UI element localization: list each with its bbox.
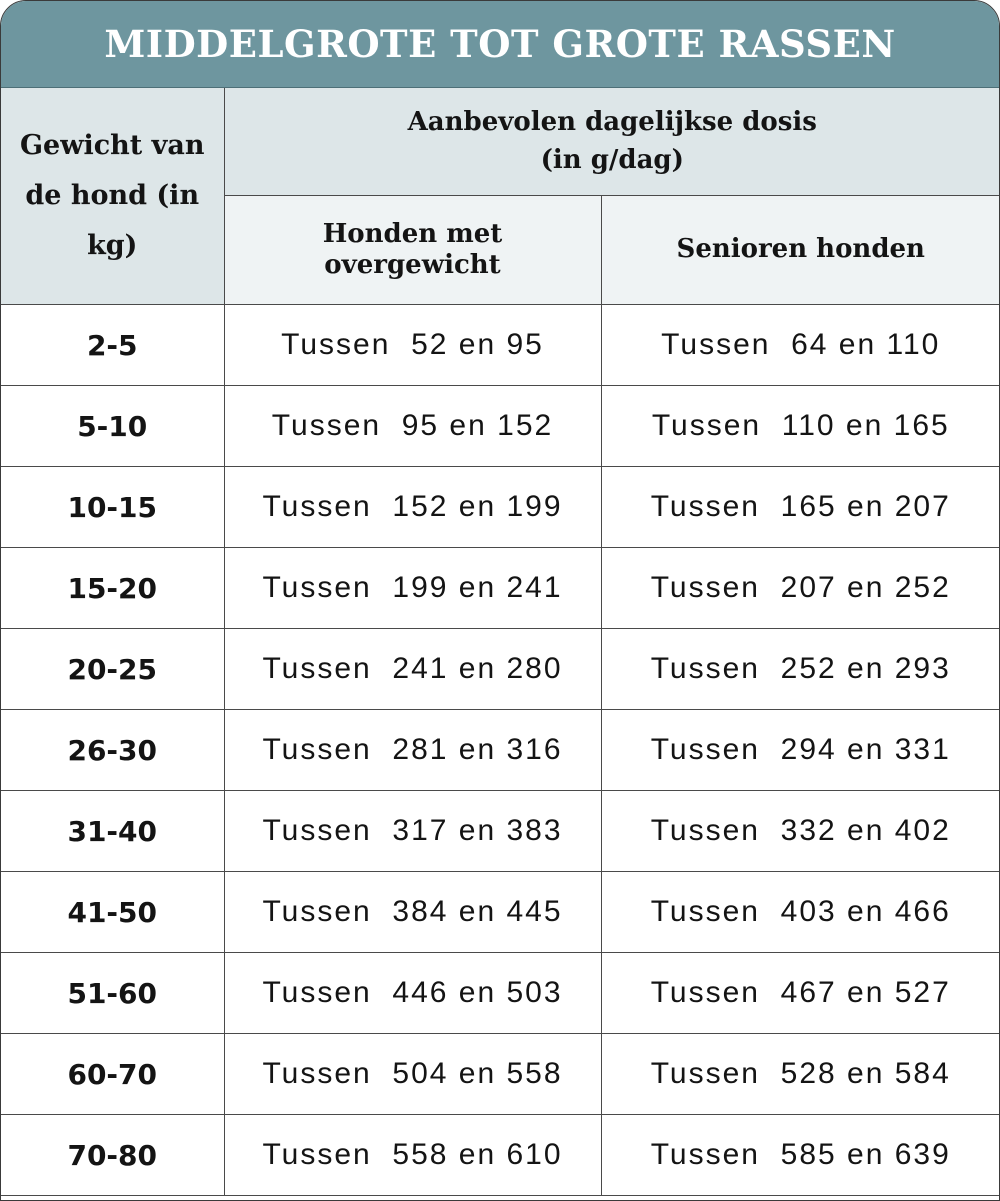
overweight-dose-cell: Tussen 95 en 152: [224, 386, 601, 467]
weight-column-header: [1, 88, 224, 305]
table-row: [1, 467, 1000, 548]
overweight-column-header-label: Honden met overgewicht: [322, 218, 503, 280]
overweight-dose-cell: Tussen 446 en 503: [224, 953, 601, 1034]
table-body: [1, 305, 1000, 1196]
overweight-dose-cell: Tussen 281 en 316: [224, 710, 601, 791]
title-bar: [1, 1, 999, 89]
table-row: [1, 386, 1000, 467]
senior-dose-cell: Tussen 207 en 252: [601, 548, 1000, 629]
senior-dose-cell: Tussen 585 en 639: [601, 1115, 1000, 1196]
senior-dose-cell: Tussen 294 en 331: [601, 710, 1000, 791]
weight-cell: 51-60: [1, 953, 224, 1034]
overweight-column-header: [224, 196, 601, 305]
weight-cell: 20-25: [1, 629, 224, 710]
table-row: [1, 1034, 1000, 1115]
overweight-dose-cell: Tussen 384 en 445: [224, 872, 601, 953]
overweight-dose-cell: Tussen 558 en 610: [224, 1115, 601, 1196]
dose-group-header-line1: Aanbevolen dagelijkse dosis: [407, 106, 817, 137]
dosage-table: [1, 88, 1000, 1196]
senior-dose-cell: Tussen 332 en 402: [601, 791, 1000, 872]
weight-cell: 5-10: [1, 386, 224, 467]
table-row: [1, 1115, 1000, 1196]
table-row: [1, 629, 1000, 710]
senior-dose-cell: Tussen 528 en 584: [601, 1034, 1000, 1115]
page-title: MIDDELGROTE TOT GROTE RASSEN: [104, 22, 896, 66]
overweight-dose-cell: Tussen 52 en 95: [224, 305, 601, 386]
weight-cell: 15-20: [1, 548, 224, 629]
weight-cell: 31-40: [1, 791, 224, 872]
table-header: [1, 88, 1000, 305]
weight-cell: 2-5: [1, 305, 224, 386]
table-row: [1, 791, 1000, 872]
senior-dose-cell: Tussen 403 en 466: [601, 872, 1000, 953]
table-row: [1, 710, 1000, 791]
overweight-dose-cell: Tussen 152 en 199: [224, 467, 601, 548]
overweight-dose-cell: Tussen 504 en 558: [224, 1034, 601, 1115]
table-row: [1, 548, 1000, 629]
senior-dose-cell: Tussen 64 en 110: [601, 305, 1000, 386]
overweight-dose-cell: Tussen 317 en 383: [224, 791, 601, 872]
weight-cell: 26-30: [1, 710, 224, 791]
senior-dose-cell: Tussen 165 en 207: [601, 467, 1000, 548]
senior-column-header-label: Senioren honden: [676, 234, 925, 265]
weight-cell: 70-80: [1, 1115, 224, 1196]
weight-column-header-label: Gewicht van de hond (in kg): [20, 130, 205, 261]
dose-group-header-line2: (in g/dag): [540, 144, 684, 175]
dose-group-header: [224, 88, 1000, 196]
overweight-dose-cell: Tussen 241 en 280: [224, 629, 601, 710]
table-row: [1, 872, 1000, 953]
senior-dose-cell: Tussen 252 en 293: [601, 629, 1000, 710]
weight-cell: 60-70: [1, 1034, 224, 1115]
senior-column-header: [601, 196, 1000, 305]
weight-cell: 41-50: [1, 872, 224, 953]
table-row: [1, 953, 1000, 1034]
header-row: [1, 88, 1000, 196]
senior-dose-cell: Tussen 467 en 527: [601, 953, 1000, 1034]
senior-dose-cell: Tussen 110 en 165: [601, 386, 1000, 467]
overweight-dose-cell: Tussen 199 en 241: [224, 548, 601, 629]
table-row: [1, 305, 1000, 386]
weight-cell: 10-15: [1, 467, 224, 548]
